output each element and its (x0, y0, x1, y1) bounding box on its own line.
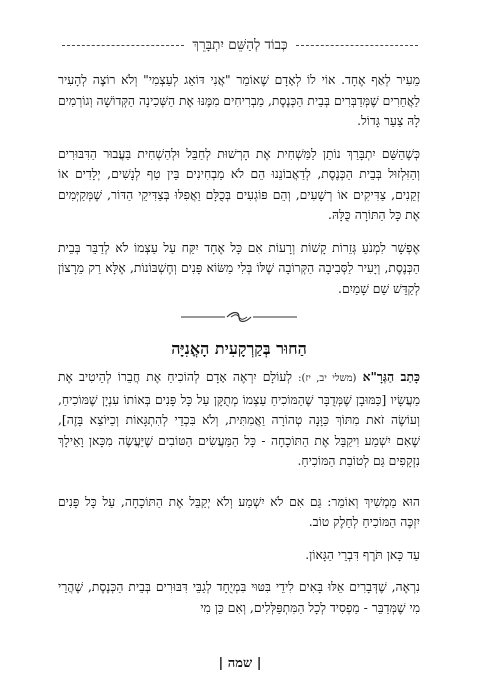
source-author: כָּתַב הַגְּרָ"א (362, 369, 420, 384)
ornament-divider (58, 311, 420, 325)
source-citation: (משלי יב, יז): (298, 373, 357, 384)
page-number: | שמה | (218, 656, 262, 671)
paragraph-source (58, 367, 420, 472)
ornament-icon (179, 311, 299, 323)
paragraph: עַד כָּאן תֹּרֶף דִּבְרֵי הַגָּאוֹן. (305, 547, 420, 562)
running-header (62, 36, 418, 54)
header-rule-left (62, 45, 184, 46)
paragraph: כְּשֶׁהַשֵּׁם יִתְבָּרַךְ נוֹתֵן לַמַּשְׁחִית אֶת הָרְשׁוּת לְחַבֵּל וּלְהַשְׁחִית בַּעֲבוּר הַדִּבּוּרִים וְהַזִּלְזוּל בְּבֵית הַכְּנֶסֶת, לְדַאֲבוֹנֵנוּ הֵם לֹא מַבְחִינִים בֵּין טַף לְנָשִׁים, יְלָדִים אוֹ זְקֵנִים, צַדִּיקִים אוֹ רְשָׁעִים, וְהֵם פּוֹגְעִים בְּכֻלָּם וַאֲפִלּוּ בְּצַדִּיקֵי הַדּוֹר, שֶׁמְּקַיְּמִים אֶת כָּל הַתּוֹרָה כֻּלָּהּ. (58, 146, 420, 222)
source-text: לְעוֹלָם יִרְאֶה אָדָם לְהוֹכִיחַ אֶת חֲבֵרוֹ לְהֵיטִיב אֶת מַעֲשָׂיו [כַּמּוּבָן שֶׁמְּדֻבָּר שֶׁהַמּוֹכִיחַ עַצְמוֹ מְתֻקָּן עַל כָּל פָּנִים בְּאוֹתוֹ עִנְיָן שֶׁמּוֹכִיחַ, וְעוֹשֶׂה זֹאת מִתּוֹךְ כַּוָּנָה טְהוֹרָה וַאֲמִתִּית, וְלֹא בִּכְדֵי לְהִתְגָּאוֹת וְכַיּוֹצֵא בָּזֶה], שֶׁאִם יִשְׁמַע וִיקַבֵּל אֶת הַתּוֹכָחָה - כָּל הַמַּעֲשִׂים הַטּוֹבִים שֶׁיַּעֲשֶׂה מִכָּאן וָאֵילָךְ נִזְקָפִים גַּם לְטוֹבַת הַמּוֹכִיחַ. (58, 370, 420, 468)
running-header-title: כְּבוֹד לְהַשֵּׁם יִתְבָּרֵךְ (192, 37, 288, 53)
page-body (58, 70, 420, 630)
header-rule-right (296, 45, 418, 46)
paragraph: נִרְאֶה, שֶׁדְּבָרִים אֵלּוּ בָּאִים לִידֵי בִּטּוּי בִּמְיֻחָד לְגַבֵּי דִּבּוּרִים בְּבֵית הַכְּנֶסֶת, שֶׁהֲרֵי מִי שֶׁמְּדַבֵּר - מַפְסִיד לְכָל הַמִּתְפַּלְּלִים, וְאִם כֵּן מִי (58, 580, 420, 615)
paragraph: הוּא מַמְשִׁיךְ וְאוֹמֵר: גַּם אִם לֹא יִשְׁמַע וְלֹא יְקַבֵּל אֶת הַתּוֹכָחָה, עַל כָּל פָּנִים יִזְכֶּה הַמּוֹכִיחַ לְחֵלֶק טוֹב. (58, 494, 420, 529)
section-title: הַחוּר בְּקַרְקָעִית הָאֳנִיָּה (171, 339, 307, 358)
paragraph: אֶפְשָׁר לִמְנֹעַ גְּזֵרוֹת קָשׁוֹת וְרָעוֹת אִם כָּל אֶחָד יִקַּח עַל עַצְמוֹ לֹא לְדַבֵּר בְּבֵית הַכְּנֶסֶת, וְיָעִיר לַסְּבִיבָה הַקְּרוֹבָה שֶׁלּוֹ בְּלִי מַשּׂוֹא פָּנִים וְחֶשְׁבּוֹנוֹת, אֶלָּא רַק מֵרָצוֹן לְקַדֵּשׁ שֵׁם שָׁמַיִם. (58, 240, 420, 296)
paragraph: מֵעִיר לְאַף אֶחָד. אוֹי לוֹ לְאָדָם שֶׁאוֹמֵר "אֲנִי דּוֹאֵג לְעַצְמִי" וְלֹא רוֹצֶה לְהָעִיר לַאֲחֵרִים שֶׁמְּדַבְּרִים בְּבֵית הַכְּנֶסֶת, מַבְרִיחִים מִמֶּנּוּ אֶת הַשְּׁכִינָה הַקְּדוֹשָׁה וְגוֹרְמִים לָהּ צַעַר גָּדוֹל. (58, 73, 420, 128)
